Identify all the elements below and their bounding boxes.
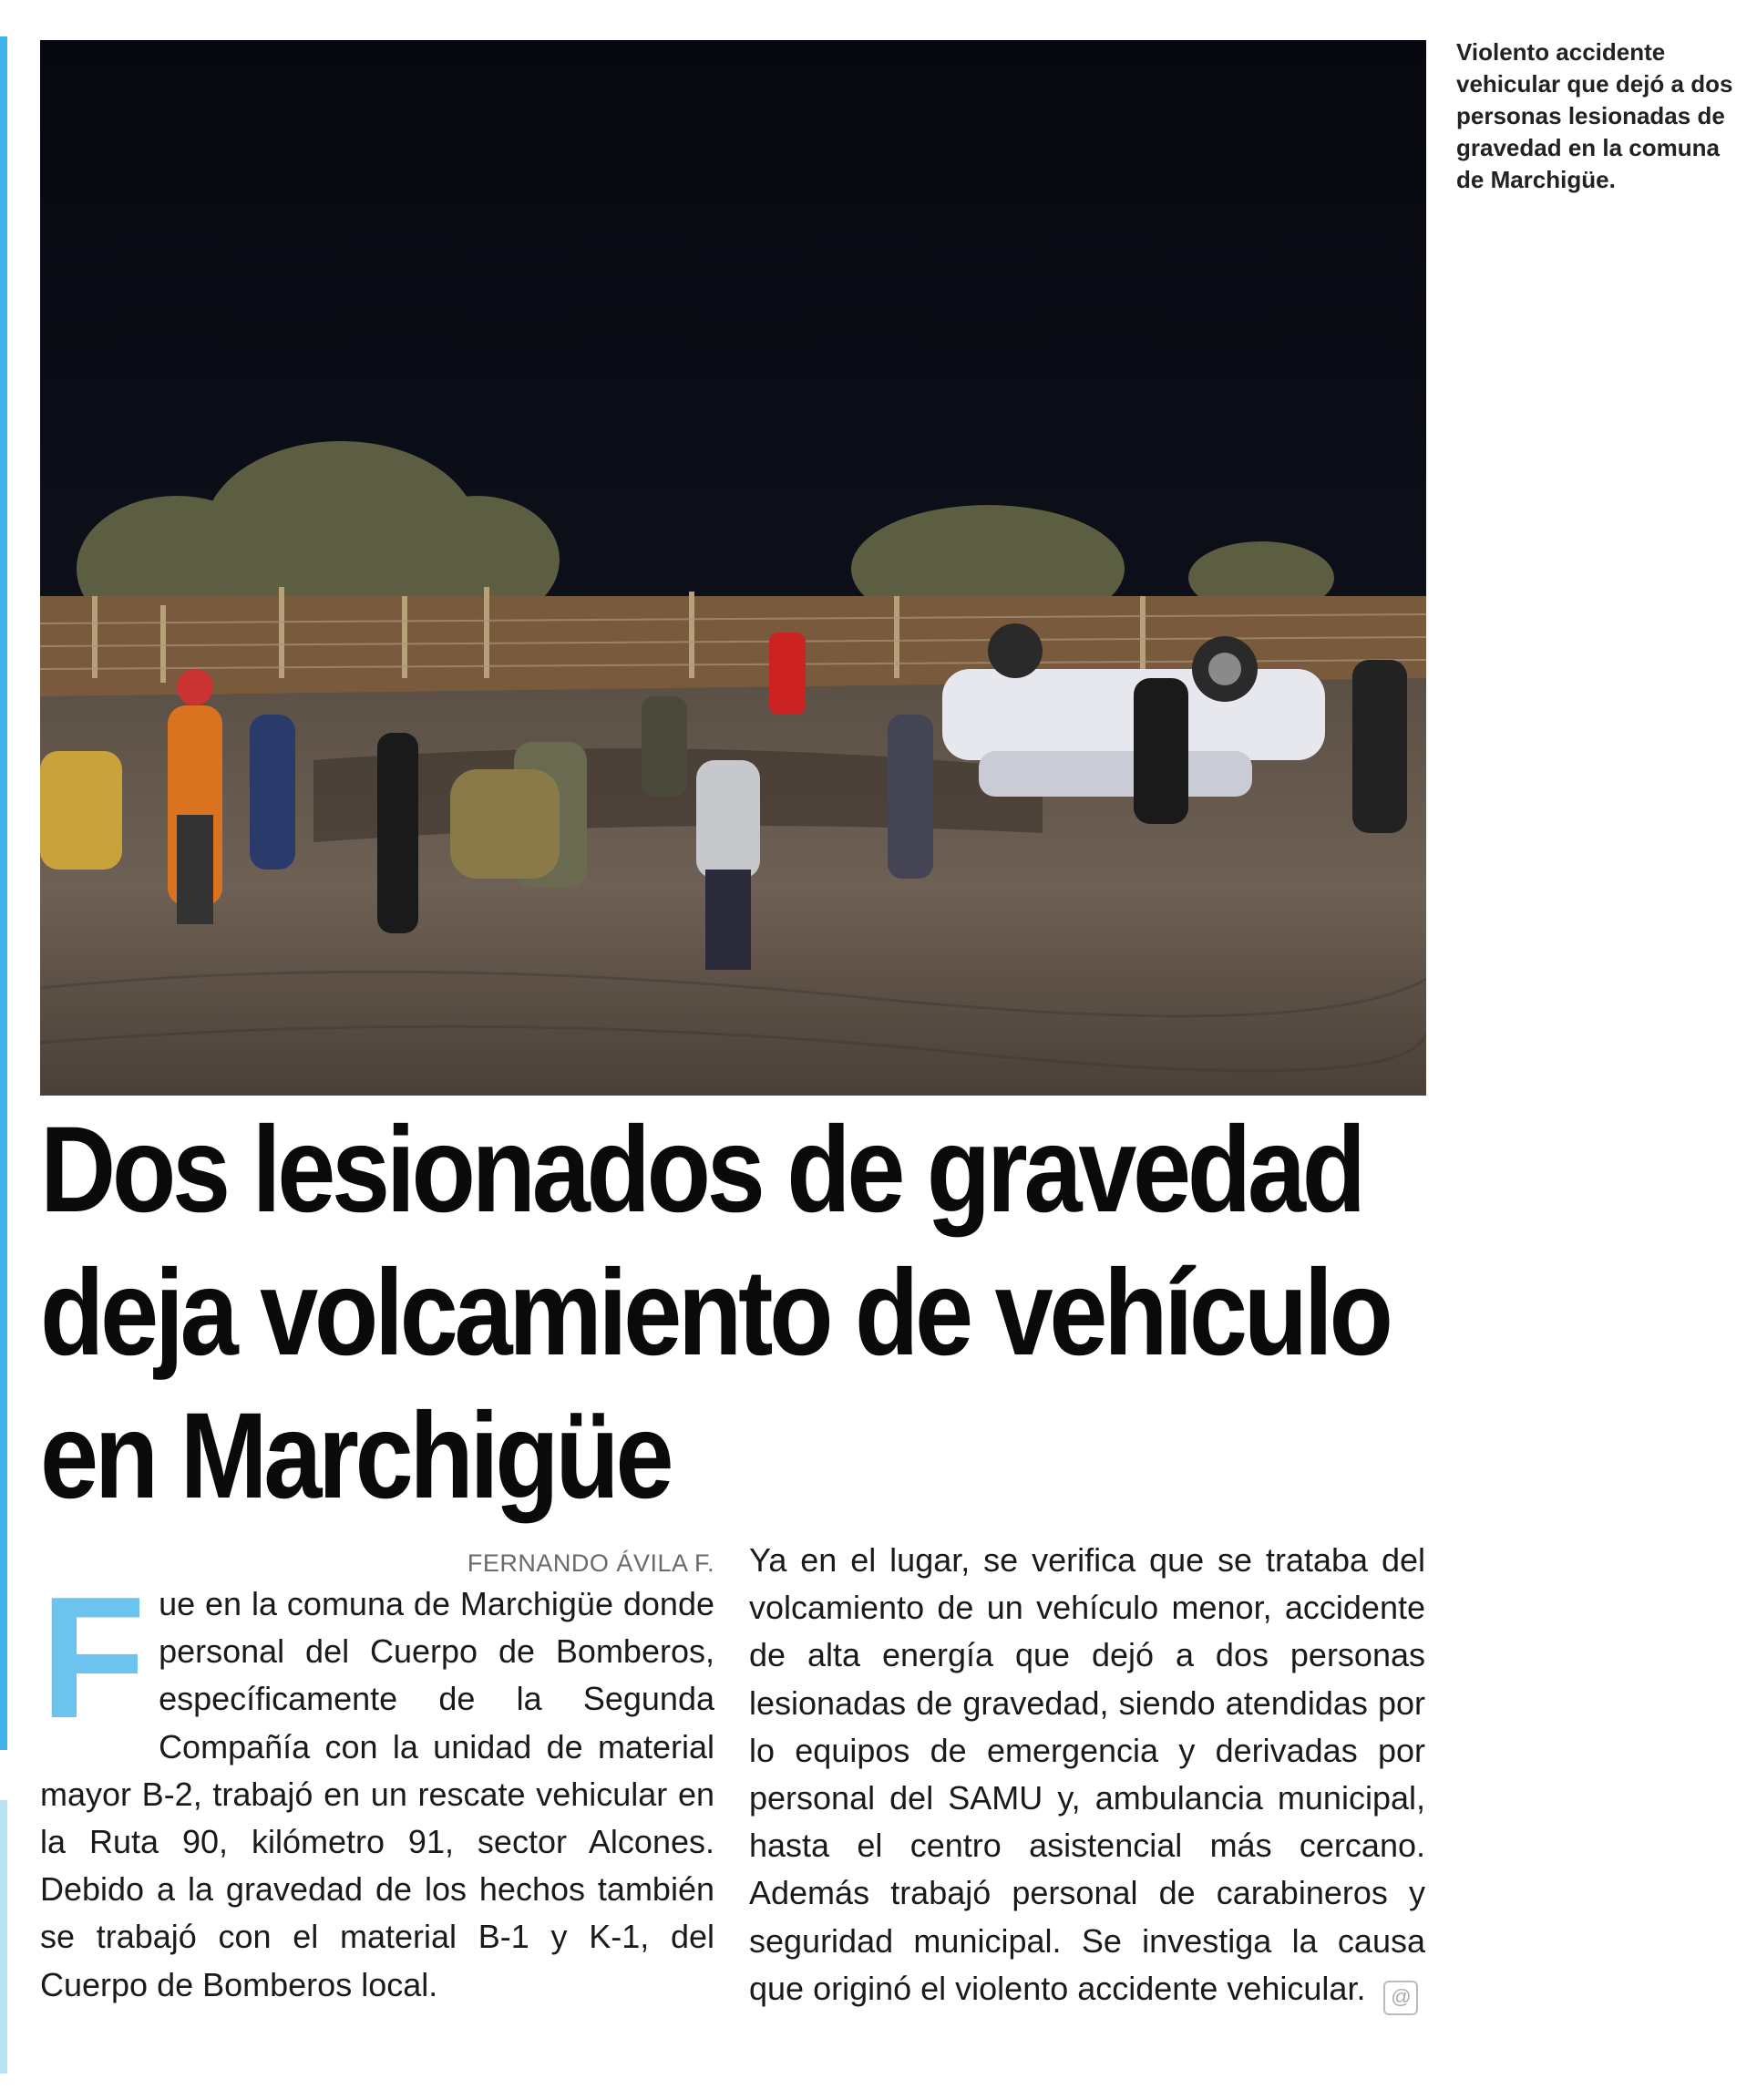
headline: Dos lesionados de gravedad deja volcamiento de vehículo en Marchigüe [40,1102,1390,1524]
accent-bar-lower [0,1800,7,2074]
dropcap: F [40,1561,147,1755]
byline: FERNANDO ÁVILA F. [467,1549,714,1577]
photo-caption: Violento accidente vehicular que dejó a dos personas lesionadas de gravedad en la comuna de Marchigüe. [1456,38,1733,193]
accent-bar [0,36,7,1750]
body-column-right [749,1537,1425,2015]
body-text-left: ue en la comuna de Marchigüe donde personal del Cuerpo de Bomberos, específicamente de la Segunda Compañía con la unidad de material mayor B-2, trabajó en un rescate vehicular en la Ruta 90, kilómetro 91, sector Alcones. Debido a la gravedad de los hechos también se trabajó con el material B-1 y K-1, del Cuerpo de Bomberos local. [40,1585,714,2003]
photo-illustration [40,40,1426,1096]
end-of-article-icon: @ [1383,1981,1418,2015]
body-text-right: Ya en el lugar, se verifica que se trataba del volcamiento de un vehículo menor, accidente de alta energía que dejó a dos personas lesionadas de gravedad, siendo atendidas por lo equipos de emergencia y derivadas por personal del SAMU y, ambulancia municipal, hasta el centro asistencial más cercano. Además trabajó personal de carabineros y seguridad municipal. Se investiga la causa que originó el violento accidente vehicular. [749,1541,1425,2007]
accident-scene-photo [40,40,1426,1096]
